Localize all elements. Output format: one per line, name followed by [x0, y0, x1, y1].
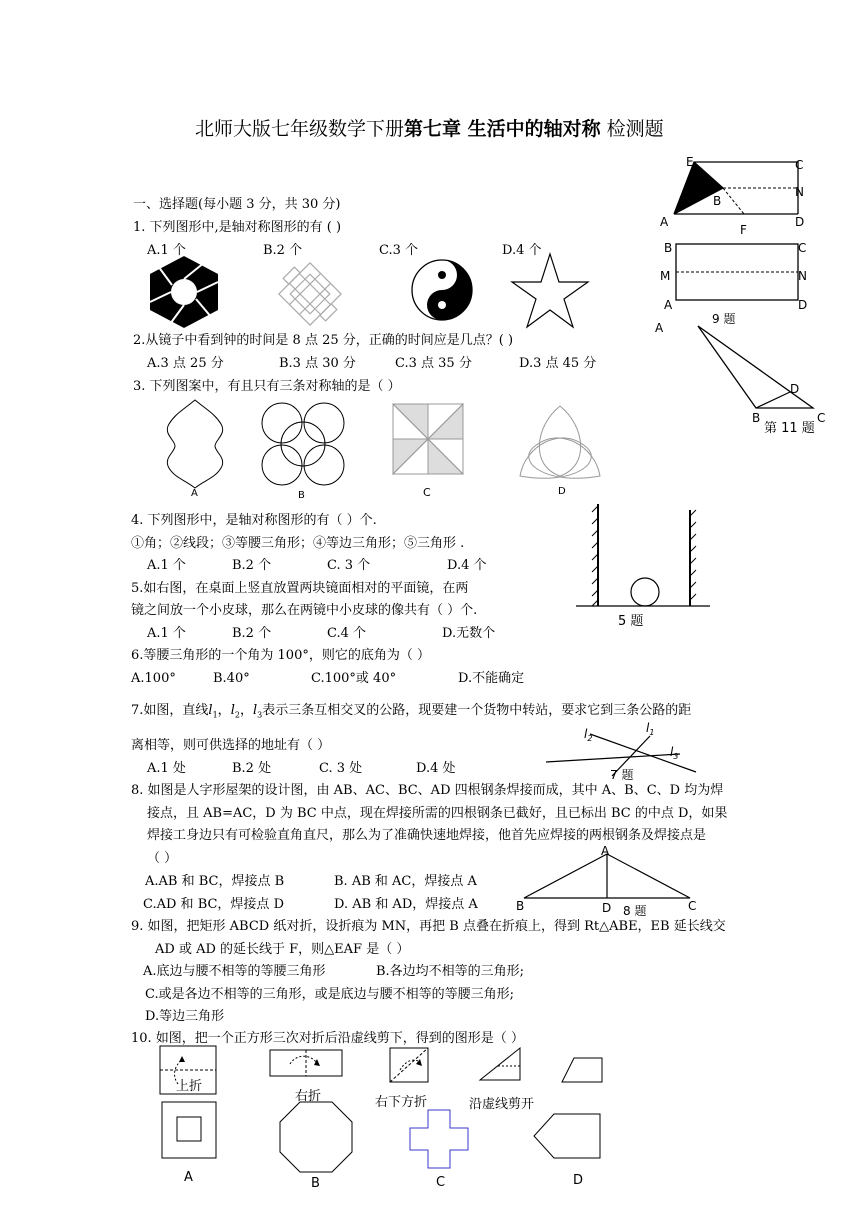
fig9-label: A: [660, 215, 669, 229]
q10-step-label: 右下方折: [375, 1095, 428, 1110]
q6-option-d: D.不能确定: [458, 671, 525, 686]
fig7-line-label: $l_2$: [584, 727, 593, 743]
q5-option-d: D.无数个: [442, 626, 496, 641]
fig8-label: C: [688, 899, 697, 913]
q8-line4: （ ）: [147, 851, 178, 866]
q8-line2: 接点，且 AB=AC，D 为 BC 中点，现在焊接所需的四根钢条已截好，且已标出 BC 的中点 D，如果: [147, 806, 728, 821]
q1-option-b: B.2 个: [263, 243, 303, 258]
q4-option-d: D.4 个: [447, 558, 487, 573]
q8-line1: 8. 如图是人字形屋架的设计图，由 AB、AC、BC、AD 四根钢条焊接而成，其中 A、B、C、D 均为焊: [131, 783, 724, 798]
fig11-label: D: [790, 382, 800, 396]
figure-9: [650, 152, 830, 326]
q10-answer-label: A: [184, 1170, 193, 1185]
fig11-label: A: [655, 321, 664, 335]
q8-option-a: A.AB 和 BC，焊接点 B: [145, 874, 285, 889]
fig9-label: C: [798, 241, 807, 255]
fig7-line-label: $l_3$: [670, 745, 679, 761]
q3-figures: [155, 396, 615, 500]
q1-option-a: A.1 个: [147, 243, 186, 258]
fig9-label: C: [795, 158, 804, 172]
q6-option-b: B.40°: [213, 671, 250, 686]
q8-option-d: D. AB 和 AD，焊接点 A: [334, 897, 478, 912]
q9-line1: 9. 如图，把矩形 ABCD 纸对折，设折痕为 MN，再把 B 点叠在折痕上，得到 Rt△ABE，EB 延长线交: [131, 919, 726, 934]
q1-option-c: C.3 个: [379, 243, 419, 258]
q9-option-d: D.等边三角形: [145, 1009, 225, 1024]
q4-items: ①角；②线段；③等腰三角形；④等边三角形；⑤三角形 .: [131, 536, 465, 551]
fig7-caption: 7 题: [610, 768, 634, 782]
q4-option-b: B.2 个: [232, 558, 272, 573]
fig9-label: F: [740, 223, 747, 237]
fig11-label: C: [817, 411, 826, 425]
q7-line2: 离相等，则可供选择的地址有（ ）: [131, 738, 331, 753]
q7-option-d: D.4 处: [416, 761, 456, 776]
q8-line3: 焊接工身边只有可检验直角直尺，那么为了准确快速地焊接，他首先应焊接的两根钢条及焊接点是: [147, 828, 707, 843]
q7-option-b: B.2 处: [232, 761, 272, 776]
fig9-label: B: [713, 194, 722, 208]
fig9-label: N: [795, 185, 804, 199]
fig5-caption: 5 题: [618, 614, 644, 629]
q1-option-d: D.4 个: [502, 243, 542, 258]
section-heading: 一、选择题(每小题 3 分，共 30 分): [133, 197, 341, 212]
q1-stem: 1. 下列图形中,是轴对称图形的有 ( ): [133, 220, 342, 235]
q9-option-a: A.底边与腰不相等的等腰三角形: [143, 964, 326, 979]
fig11-caption: 第 11 题: [764, 421, 815, 436]
q8-option-c: C.AD 和 BC，焊接点 D: [143, 897, 284, 912]
fig9-label: D: [795, 215, 805, 229]
q4-option-a: A.1 个: [147, 558, 186, 573]
q2-option-b: B.3 点 30 分: [279, 356, 356, 371]
q3-label-c: C: [423, 486, 431, 499]
fig8-label: A: [601, 844, 610, 858]
q10-answer-label: B: [311, 1176, 320, 1191]
fig8-label: B: [516, 899, 525, 913]
fig8-caption: 8 题: [623, 904, 647, 918]
q6-option-a: A.100°: [131, 671, 176, 686]
q3-label-d: D: [558, 486, 566, 497]
q3-stem: 3. 下列图案中，有且只有三条对称轴的是（ ）: [133, 379, 401, 394]
q6-option-c: C.100°或 40°: [311, 671, 397, 686]
q9-line2: AD 或 AD 的延长线于 F，则△EAF 是（ ）: [155, 942, 410, 957]
q5-option-c: C.4 个: [327, 626, 367, 641]
figure-11: [650, 320, 840, 440]
fig9-label: M: [660, 269, 671, 283]
q10-answer-label: D: [573, 1173, 584, 1188]
q2-stem: 2.从镜子中看到钟的时间是 8 点 25 分，正确的时间应是几点？( ): [133, 333, 514, 348]
q4-stem: 4. 下列图形中，是轴对称图形的有（ ）个.: [131, 513, 377, 528]
q5-line2: 镜之间放一个小皮球，那么在两镜中小皮球的像共有（ ）个.: [131, 603, 478, 618]
q1-figures: [140, 252, 600, 332]
q2-option-d: D.3 点 45 分: [519, 356, 597, 371]
q6-stem: 6.等腰三角形的一个角为 100°，则它的底角为（ ）: [131, 648, 430, 663]
q4-option-c: C. 3 个: [327, 558, 371, 573]
figure-7: [540, 716, 710, 786]
fig9-label: N: [798, 269, 807, 283]
fig9-label: A: [664, 298, 673, 312]
q3-label-b: B: [298, 490, 305, 501]
q7-option-a: A.1 处: [147, 761, 186, 776]
q3-label-a: A: [191, 488, 198, 499]
q2-option-a: A.3 点 25 分: [147, 356, 224, 371]
fig8-label: D: [602, 901, 612, 915]
q5-option-a: A.1 个: [147, 626, 186, 641]
fig9-caption: 9 题: [712, 312, 736, 326]
q7-option-c: C. 3 处: [319, 761, 363, 776]
q9-option-c: C.或是各边不相等的三角形，或是底边与腰不相等的等腰三角形;: [145, 987, 514, 1002]
q10-answer-label: C: [436, 1175, 446, 1190]
q10-stem: 10. 如图，把一个正方形三次对折后沿虚线剪下，得到的图形是（ ）: [131, 1031, 524, 1046]
q5-option-b: B.2 个: [232, 626, 272, 641]
q9-option-b: B.各边均不相等的三角形;: [376, 964, 525, 979]
q10-figures: [150, 1040, 630, 1200]
q10-step-label: 右折: [295, 1089, 322, 1104]
fig7-line-label: $l_1$: [646, 721, 655, 737]
figure-5: [570, 500, 720, 630]
q10-step-label: 沿虚线剪开: [469, 1097, 535, 1112]
q2-option-c: C.3 点 35 分: [395, 356, 472, 371]
q8-option-b: B. AB 和 AC，焊接点 A: [334, 874, 477, 889]
fig9-label: D: [798, 298, 808, 312]
q10-step-label: 上折: [176, 1079, 203, 1094]
fig11-label: B: [752, 411, 761, 425]
fig9-label: E: [686, 155, 694, 169]
fig9-label: B: [664, 241, 673, 255]
page-title: 北师大版七年级数学下册第七章 生活中的轴对称 检测题: [195, 118, 664, 140]
q5-line1: 5.如右图，在桌面上竖直放置两块镜面相对的平面镜，在两: [131, 581, 469, 596]
q7-stem: 7.如图，直线$l_1$，$l_2$，$l_3$表示三条互相交叉的公路，现要建一个货物中转站，要求它到三条公路的距: [131, 703, 692, 720]
figure-8: [510, 842, 710, 920]
